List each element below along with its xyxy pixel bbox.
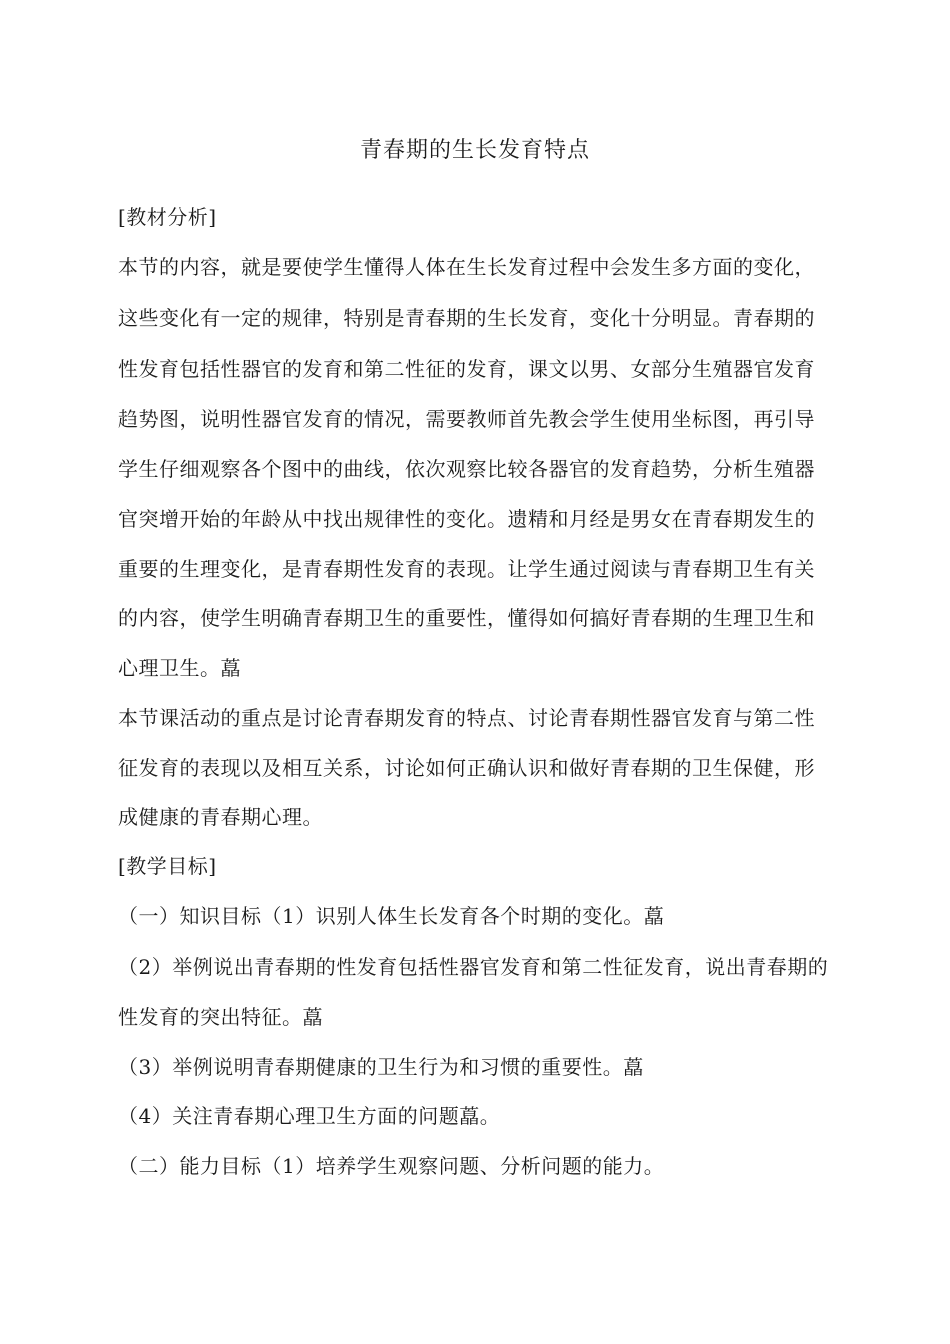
goal-line: （二）能力目标（1）培养学生观察问题、分析问题的能力。 xyxy=(118,1154,665,1178)
paragraph-line: 这些变化有一定的规律，特别是青春期的生长发育，变化十分明显。青春期的 xyxy=(118,306,815,330)
paragraph-line: 本节课活动的重点是讨论青春期发育的特点、讨论青春期性器官发育与第二性 xyxy=(118,706,815,730)
goal-line: 性发育的突出特征。藠 xyxy=(118,1005,323,1029)
paragraph-line: 官突增开始的年龄从中找出规律性的变化。遗精和月经是男女在青春期发生的 xyxy=(118,507,815,531)
goal-line: （一）知识目标（1）识别人体生长发育各个时期的变化。藠 xyxy=(118,904,665,928)
paragraph-line: 本节的内容，就是要使学生懂得人体在生长发育过程中会发生多方面的变化， xyxy=(118,255,815,279)
paragraph-line: 的内容，使学生明确青春期卫生的重要性，懂得如何搞好青春期的生理卫生和 xyxy=(118,606,815,630)
goal-line: （2）举例说出青春期的性发育包括性器官发育和第二性征发育，说出青春期的 xyxy=(118,955,829,979)
paragraph-line: 征发育的表现以及相互关系，讨论如何正确认识和做好青春期的卫生保健，形 xyxy=(118,756,815,780)
paragraph-line: 趋势图，说明性器官发育的情况，需要教师首先教会学生使用坐标图，再引导 xyxy=(118,407,815,431)
paragraph-line: 重要的生理变化，是青春期性发育的表现。让学生通过阅读与青春期卫生有关 xyxy=(118,557,815,581)
paragraph-line: 性发育包括性器官的发育和第二性征的发育，课文以男、女部分生殖器官发育 xyxy=(118,357,815,381)
goal-line: （4）关注青春期心理卫生方面的问题藠。 xyxy=(118,1104,501,1128)
goal-line: （3）举例说明青春期健康的卫生行为和习惯的重要性。藠 xyxy=(118,1055,644,1079)
paragraph-line: 学生仔细观察各个图中的曲线，依次观察比较各器官的发育趋势，分析生殖器 xyxy=(118,457,815,481)
document-title: 青春期的生长发育特点 xyxy=(359,138,590,163)
section-heading-teaching-goals: [教学目标] xyxy=(118,854,217,878)
paragraph-line: 心理卫生。藠 xyxy=(118,656,241,680)
section-heading-textbook-analysis: [教材分析] xyxy=(118,205,217,229)
paragraph-line: 成健康的青春期心理。 xyxy=(118,805,323,829)
